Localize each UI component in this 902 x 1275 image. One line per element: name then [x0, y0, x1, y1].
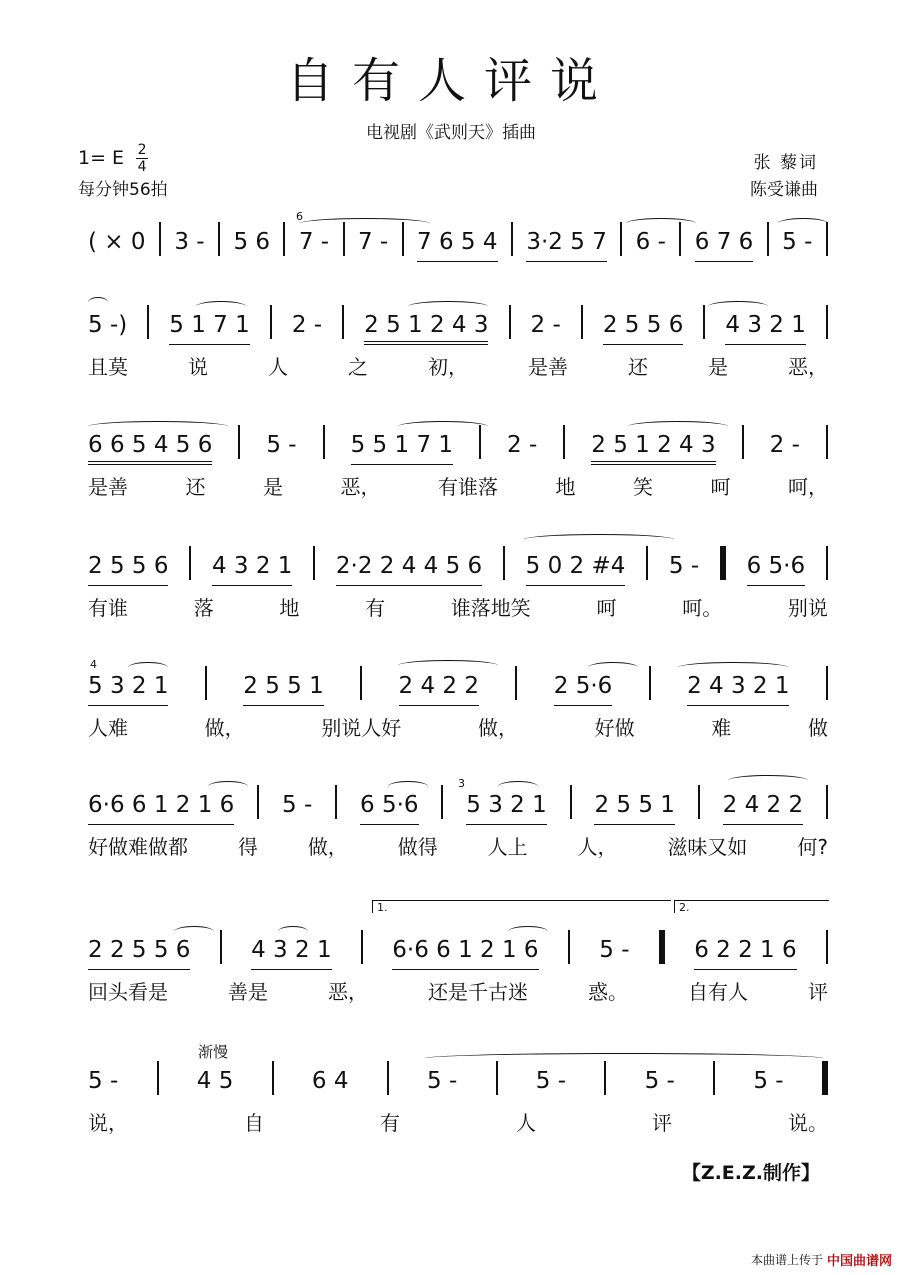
lyric: 是 — [708, 355, 728, 379]
lyric: 有谁落 — [438, 475, 498, 499]
lyrics-line — [88, 592, 828, 621]
lyric: 惑。 — [588, 980, 628, 1004]
measure: 2 5 1 2 4 3 — [591, 425, 715, 465]
measure: 2·2 2 4 4 5 6 — [336, 546, 482, 586]
lyric: 好做 — [594, 716, 635, 740]
lyric: 别说人好 — [321, 716, 402, 740]
measure: 7 - — [298, 229, 330, 255]
lyric: 自有人 — [688, 980, 748, 1004]
slur — [778, 218, 828, 229]
grace-note: 4 — [90, 658, 97, 671]
lyric: 且莫 — [88, 355, 128, 379]
measure: 2 5 5 1 — [243, 666, 323, 706]
measure: 2 5 5 6 — [88, 546, 168, 586]
measure: 5 - — [427, 1068, 458, 1094]
measure: 7 - — [357, 229, 389, 255]
lyric: 呵 — [710, 475, 731, 499]
measure: 5 - — [535, 1068, 567, 1094]
slur — [88, 421, 228, 432]
slur — [498, 781, 538, 792]
measure: 5 1 7 1 — [169, 305, 249, 345]
lyric: 是善 — [528, 355, 568, 379]
lyrics-line — [88, 1107, 828, 1136]
lyric: 评 — [652, 1111, 672, 1135]
page-title: 自有人评说 — [285, 53, 616, 109]
lyric: 难 — [711, 716, 732, 740]
measure: 6 4 — [311, 1068, 349, 1094]
notes-line — [88, 785, 828, 825]
slur — [708, 301, 768, 312]
slur — [398, 660, 498, 671]
lyric: 谁落地笑 — [450, 596, 531, 620]
measure: 6·6 6 1 2 1 6 — [392, 930, 538, 970]
measure: 4 5 — [196, 1068, 234, 1094]
lyric: 有 — [380, 1111, 400, 1135]
lyric: 呵， — [788, 475, 828, 499]
slur — [196, 301, 246, 312]
measure: 6·6 6 1 2 1 6 — [88, 785, 234, 825]
lyric: 地 — [555, 475, 576, 499]
score-row-4 — [88, 546, 828, 638]
footer-text: 本曲谱上传于 — [750, 1253, 823, 1267]
key-label: 1= E — [78, 147, 125, 169]
lyric: 说。 — [788, 1111, 828, 1135]
slur — [388, 781, 428, 792]
slur — [588, 662, 638, 673]
time-bottom: 4 — [137, 159, 147, 175]
measure: 2 - — [769, 432, 800, 458]
lyric: 还 — [628, 355, 648, 379]
time-top: 2 — [137, 142, 147, 158]
lyric: 恶， — [788, 355, 828, 379]
lyric: 何? — [797, 835, 828, 859]
slur — [208, 781, 248, 792]
lyric: 别说 — [787, 596, 828, 620]
notes-line — [88, 546, 828, 586]
measure: 4 3 2 1 — [212, 546, 292, 586]
key-signature — [78, 143, 148, 174]
notes-line — [88, 1061, 828, 1101]
lyric: 有谁 — [88, 596, 128, 620]
measure: 4 3 2 1 — [725, 305, 805, 345]
score-row-8 — [88, 1043, 828, 1147]
measure: 4 3 2 1 — [251, 930, 331, 970]
score-row-2 — [88, 305, 828, 397]
measure: 6 2 2 1 6 — [694, 930, 796, 970]
lyric: 滋味又如 — [667, 835, 748, 859]
score-row-6 — [88, 777, 828, 877]
measure: 2 4 2 2 — [723, 785, 803, 825]
measure: 2 - — [530, 312, 561, 338]
measure: 2 5 1 2 4 3 — [364, 305, 488, 345]
measure: 6 - — [635, 229, 666, 255]
grace-note: 3 — [458, 777, 465, 790]
lyric: 做 — [807, 716, 828, 740]
lyrics-line — [88, 351, 828, 380]
measure: 6 5·6 — [747, 546, 806, 586]
footer — [751, 1250, 892, 1269]
measure: 5 6 — [233, 229, 271, 255]
lyrics-line — [88, 976, 828, 1005]
score-row-3 — [88, 425, 828, 517]
lyric: 之 — [348, 355, 368, 379]
measure: 5 - — [668, 553, 700, 579]
lyricist: 张 藜词 — [753, 153, 818, 173]
lyrics-line — [88, 831, 828, 860]
lyric: 人难 — [88, 716, 128, 740]
slur — [628, 421, 728, 432]
slur — [728, 775, 808, 786]
measure: 3 - — [174, 229, 205, 255]
site-logo: 中国曲谱网 — [826, 1254, 892, 1269]
measure: 5 - — [282, 792, 313, 818]
tempo-change: 渐慢 — [198, 1043, 229, 1061]
measure: 5 3 2 1 — [466, 785, 546, 825]
lyrics-line — [88, 712, 828, 741]
measure: 5 - — [88, 1068, 119, 1094]
lyric: 还是千古迷 — [428, 980, 528, 1004]
volta-1: 1. — [372, 900, 671, 913]
measure: 2 - — [291, 312, 323, 338]
lyric: 呵。 — [682, 596, 723, 620]
slur — [678, 662, 788, 673]
subtitle: 电视剧《武则天》插曲 — [366, 123, 536, 143]
lyric: 有 — [365, 596, 386, 620]
measure: 7 6 5 4 — [417, 222, 497, 262]
notes-line — [88, 222, 828, 262]
measure: 2 5·6 — [554, 666, 613, 706]
lyric: 初， — [428, 355, 468, 379]
measure: 5 - — [599, 937, 630, 963]
score-row-7 — [88, 930, 828, 1022]
slur — [88, 297, 108, 308]
lyric: 落 — [193, 596, 214, 620]
volta-2: 2. — [674, 900, 829, 913]
lyric: 地 — [279, 596, 300, 620]
measure: 6 6 5 4 5 6 — [88, 425, 212, 465]
measure: 6 5·6 — [360, 785, 419, 825]
slur — [278, 926, 308, 937]
composer: 陈受谦曲 — [750, 180, 818, 200]
slur — [398, 421, 488, 432]
lyric: 自 — [244, 1111, 264, 1135]
measure: 5 5 1 7 1 — [351, 425, 453, 465]
tempo-marking: 每分钟56拍 — [78, 180, 168, 200]
lyric: 人， — [577, 835, 618, 859]
lyric: 回头看是 — [88, 980, 168, 1004]
lyric: 恶， — [340, 475, 381, 499]
time-signature — [136, 143, 148, 174]
measure: 2 4 2 2 — [399, 666, 479, 706]
lyric: 说， — [88, 1111, 128, 1135]
measure: 2 2 5 5 6 — [88, 930, 190, 970]
slur — [408, 301, 488, 312]
measure: 2 5 5 1 — [594, 785, 674, 825]
measure: 5 - — [266, 432, 297, 458]
lyric: 人 — [516, 1111, 536, 1135]
lyric: 是善 — [88, 475, 128, 499]
lyric: 笑 — [633, 475, 653, 499]
lyric: 呵 — [596, 596, 617, 620]
slur — [300, 218, 430, 229]
measure: 5 3 2 1 — [88, 666, 168, 706]
lyric: 做， — [307, 835, 348, 859]
measure: 5 - — [753, 1068, 784, 1094]
lyric: 做， — [477, 716, 518, 740]
slur — [508, 926, 548, 937]
measure: 6 7 6 — [695, 222, 754, 262]
lyric: 还 — [185, 475, 206, 499]
lyric: 恶， — [328, 980, 368, 1004]
lyric: 人上 — [487, 835, 528, 859]
measure: 5 0 2 #4 — [526, 546, 626, 586]
slur — [174, 926, 214, 937]
lyric: 人 — [268, 355, 288, 379]
lyric: 做， — [204, 716, 245, 740]
lyric: 是 — [263, 475, 283, 499]
lyric: 做得 — [397, 835, 438, 859]
score-row-5 — [88, 658, 828, 758]
measure: 5 - — [782, 229, 813, 255]
measure: 3·2 5 7 — [526, 222, 606, 262]
measure: 2 5 5 6 — [603, 305, 683, 345]
grace-note: 6 — [296, 210, 303, 223]
measure: ( × 0 — [88, 229, 146, 255]
slur — [424, 1053, 824, 1064]
lyric: 说 — [188, 355, 208, 379]
measure: 5 - — [644, 1068, 675, 1094]
lyrics-line — [88, 471, 828, 500]
measure: 5 -) — [88, 312, 128, 338]
lyric: 好做难做都 — [88, 835, 188, 859]
slur — [128, 662, 168, 673]
lyric: 评 — [808, 980, 828, 1004]
measure: 2 4 3 2 1 — [687, 666, 789, 706]
slur — [524, 534, 674, 545]
lyric: 得 — [237, 835, 258, 859]
producer-credit: 【Z.E.Z.制作】 — [681, 1162, 820, 1184]
measure: 2 - — [507, 432, 538, 458]
lyric: 善是 — [228, 980, 268, 1004]
slur — [626, 218, 696, 229]
